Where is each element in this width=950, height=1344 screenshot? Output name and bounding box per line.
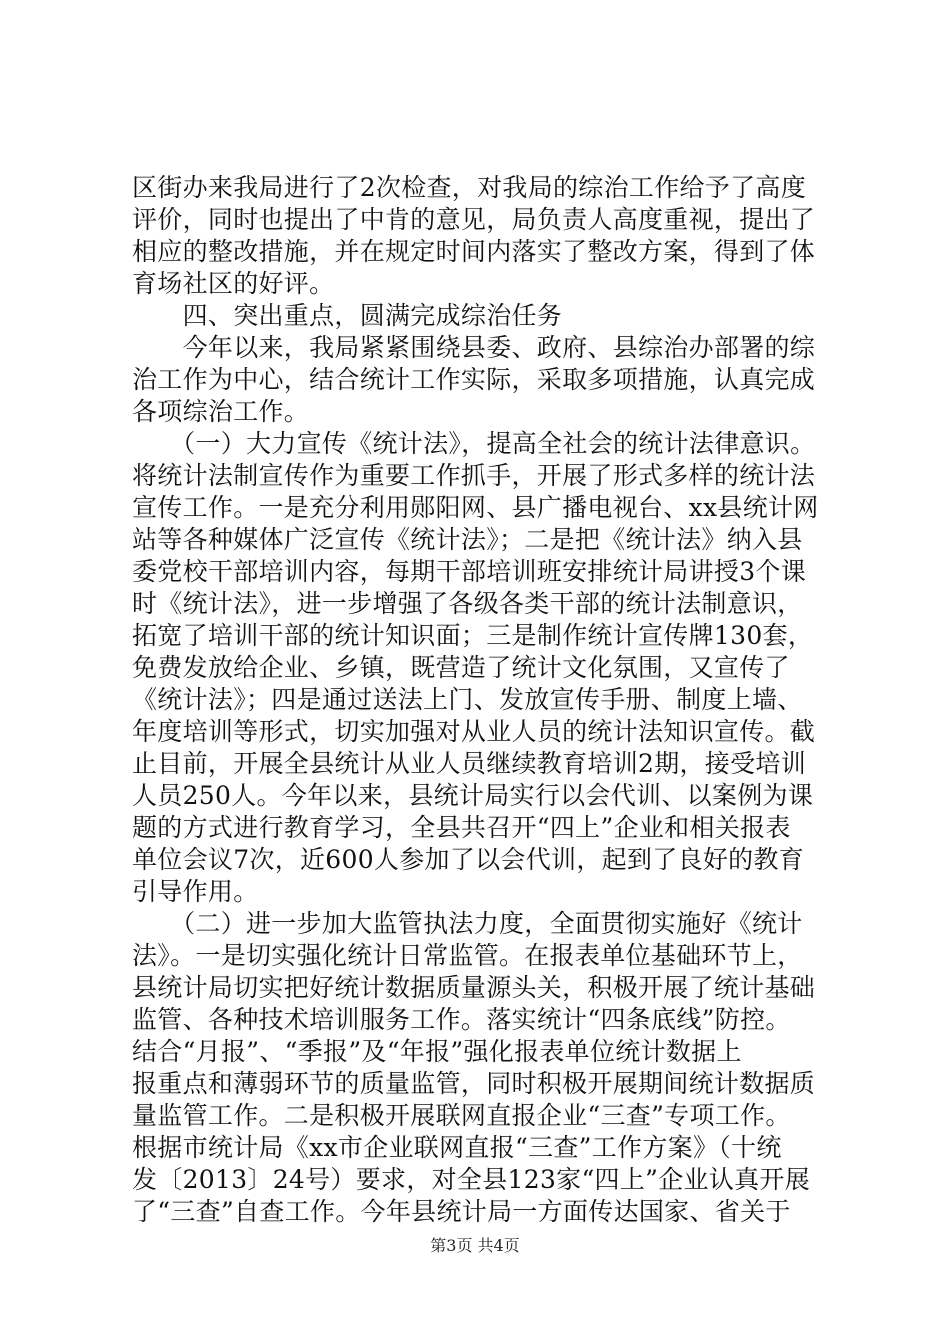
text-line: 相应的整改措施，并在规定时间内落实了整改方案，得到了体 [132,237,816,266]
text-line: 四、突出重点，圆满完成综治任务 [132,301,563,330]
page-footer: 第3页 共4页 [430,1236,520,1255]
text-line: 治工作为中心，结合统计工作实际，采取多项措施，认真完成 [132,365,816,394]
text-line: 发〔2013〕24号）要求，对全县123家“四上”企业认真开展 [132,1165,811,1194]
text-line: 了“三查”自查工作。今年县统计局一方面传达国家、省关于 [132,1197,791,1226]
text-line: 人员250人。今年以来，县统计局实行以会代训、以案例为课 [132,781,814,810]
text-line: 根据市统计局《xx市企业联网直报“三查”工作方案》（十统 [132,1133,782,1162]
text-line: 宣传工作。一是充分利用郧阳网、县广播电视台、xx县统计网 [132,493,819,522]
text-line: 单位会议7次，近600人参加了以会代训，起到了良好的教育 [132,845,805,874]
text-line: 结合“月报”、“季报”及“年报”强化报表单位统计数据上 [132,1037,742,1066]
text-line: 时《统计法》，进一步增强了各级各类干部的统计法制意识， [132,589,803,618]
text-line: （二）进一步加大监管执法力度，全面贯彻实施好《统计 [132,909,803,938]
text-line: 止目前，开展全县统计从业人员继续教育培训2期，接受培训 [132,749,807,778]
text-line: 委党校干部培训内容，每期干部培训班安排统计局讲授3个课 [132,557,807,586]
document-body [132,172,832,1228]
text-line: 站等各种媒体广泛宣传《统计法》；二是把《统计法》纳入县 [132,525,803,554]
text-line: 题的方式进行教育学习，全县共召开“四上”企业和相关报表 [132,813,791,842]
text-line: 免费发放给企业、乡镇，既营造了统计文化氛围，又宣传了 [132,653,790,682]
text-line: 各项综治工作。 [132,397,310,426]
text-line: 区街办来我局进行了2次检查，对我局的综治工作给予了高度 [132,173,807,202]
text-line: 法》。一是切实强化统计日常监管。在报表单位基础环节上， [132,941,803,970]
text-line: 评价，同时也提出了中肯的意见，局负责人高度重视，提出了 [132,205,816,234]
text-line: 县统计局切实把好统计数据质量源头关，积极开展了统计基础 [132,973,816,1002]
text-line: 监管、各种技术培训服务工作。落实统计“四条底线”防控。 [132,1005,791,1034]
text-line: 《统计法》；四是通过送法上门、发放宣传手册、制度上墙、 [132,685,803,714]
text-line: 引导作用。 [132,877,259,906]
text-line: 拓宽了培训干部的统计知识面；三是制作统计宣传牌130套， [132,621,814,650]
text-line: 量监管工作。二是积极开展联网直报企业“三查”专项工作。 [132,1101,791,1130]
text-line: 报重点和薄弱环节的质量监管，同时积极开展期间统计数据质 [132,1069,816,1098]
text-line: 将统计法制宣传作为重要工作抓手，开展了形式多样的统计法 [132,461,816,490]
text-line: 今年以来，我局紧紧围绕县委、政府、县综治办部署的综 [132,333,816,362]
text-line: （一）大力宣传《统计法》，提高全社会的统计法律意识。 [132,429,816,458]
text-line: 育场社区的好评。 [132,269,335,298]
text-line: 年度培训等形式，切实加强对从业人员的统计法知识宣传。截 [132,717,816,746]
